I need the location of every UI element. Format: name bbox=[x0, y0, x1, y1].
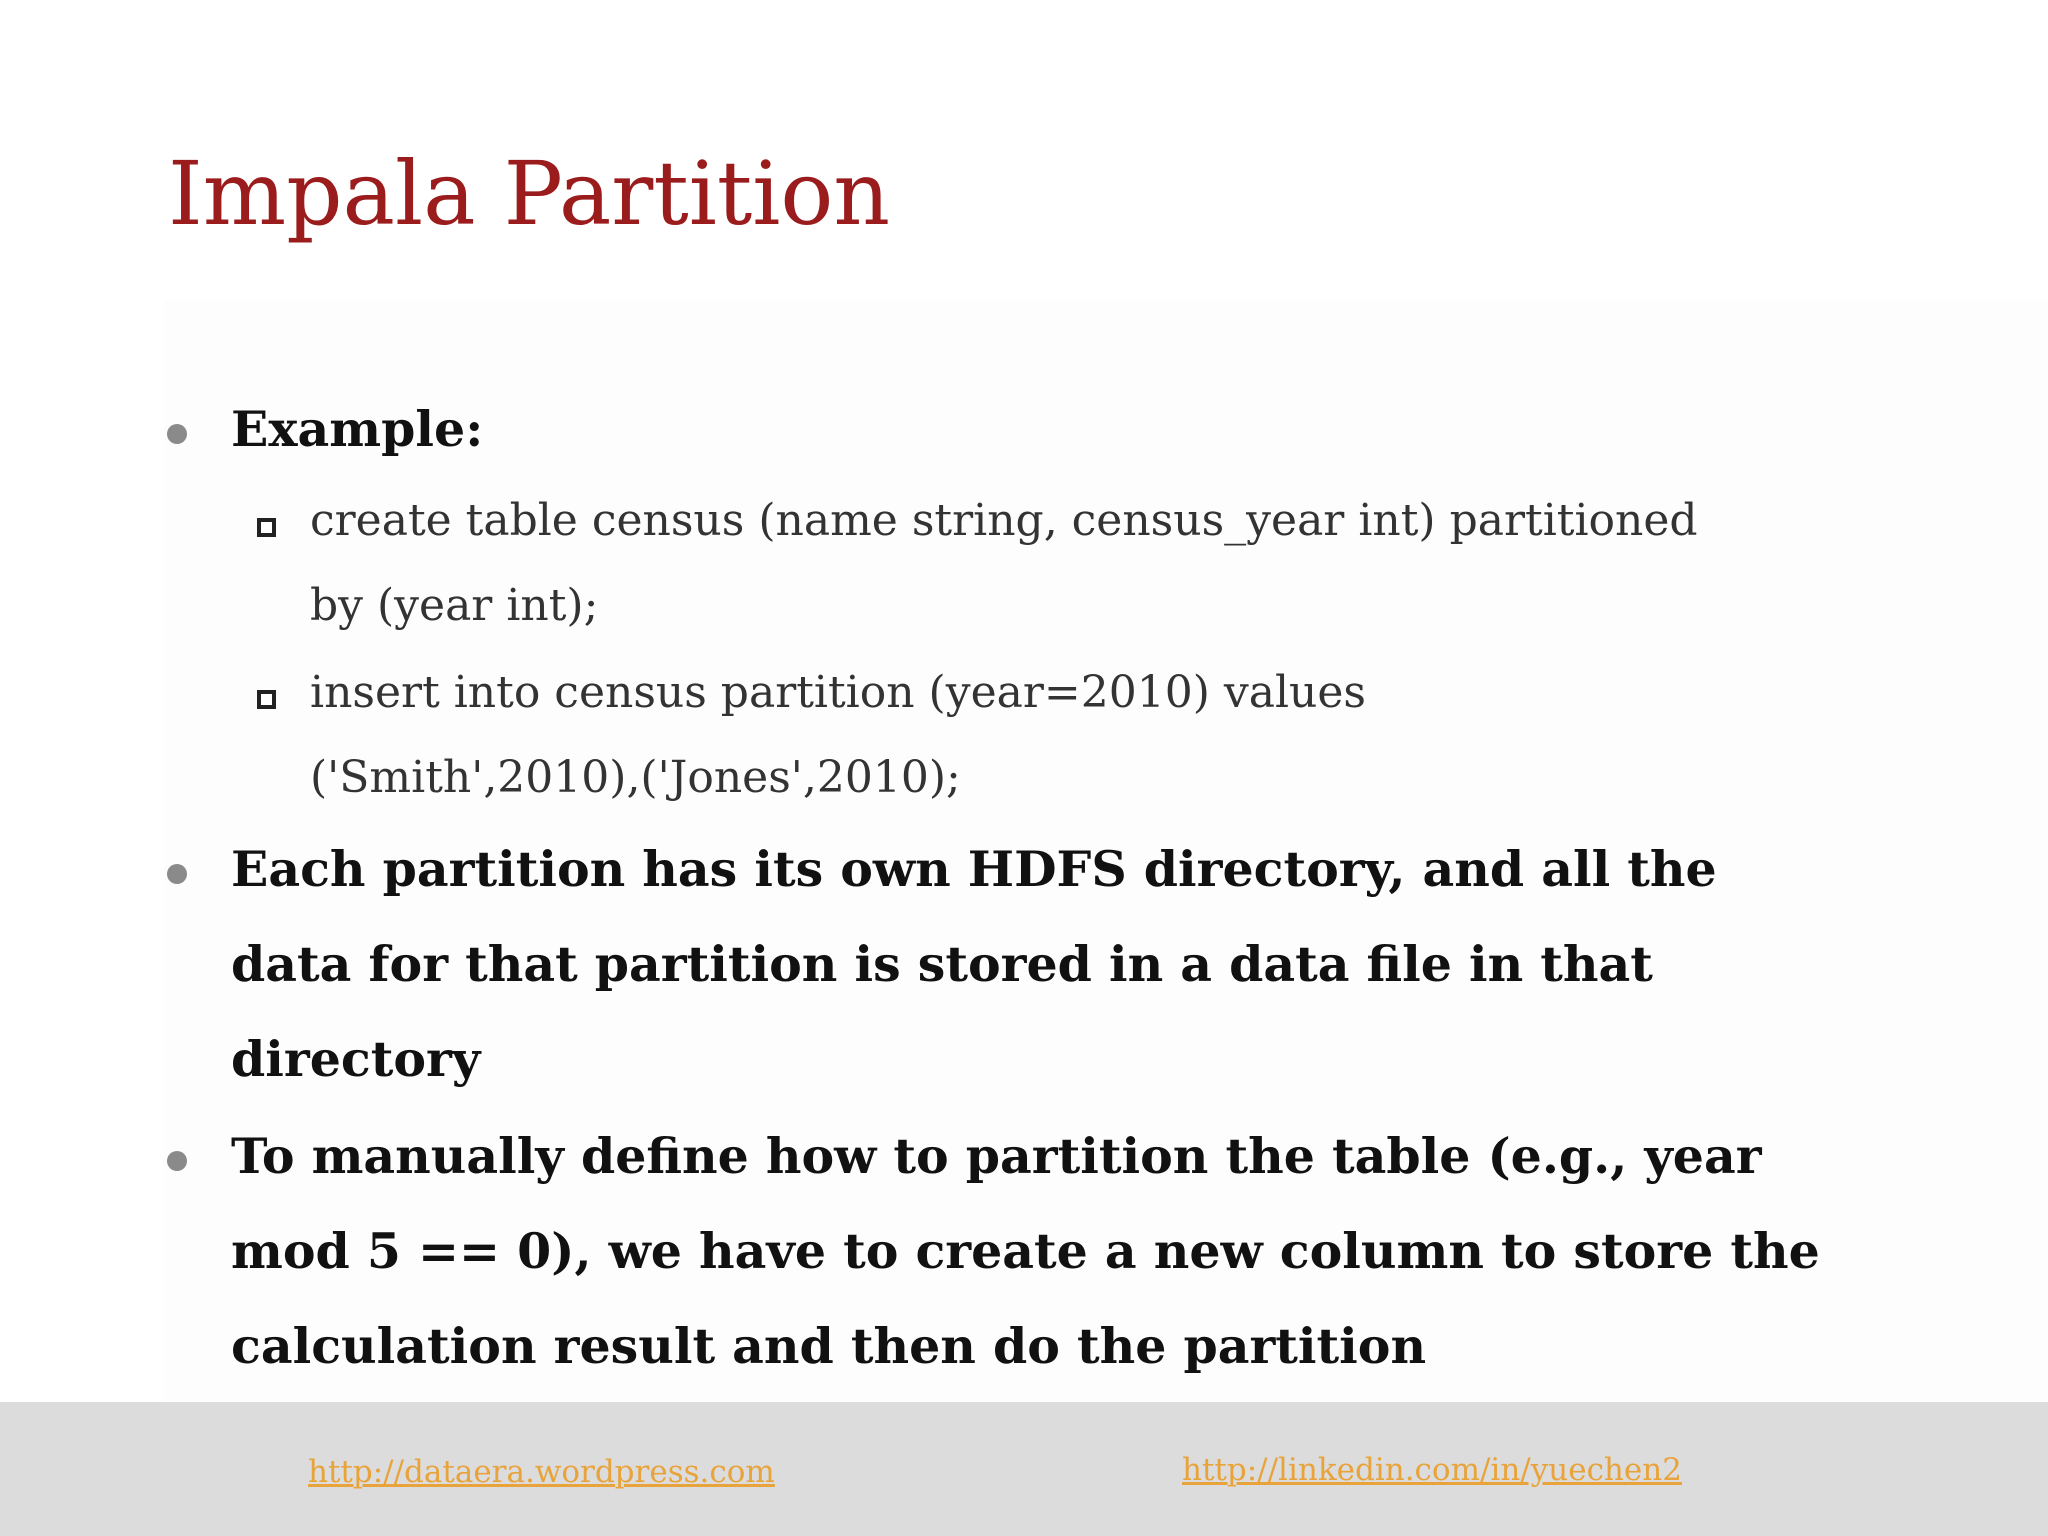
bullet-line: Each partition has its own HDFS directory, and all the bbox=[231, 840, 1717, 898]
bullet-line: mod 5 == 0), we have to create a new column to store the bbox=[231, 1222, 1820, 1280]
footer-link-blog[interactable]: http://dataera.wordpress.com bbox=[308, 1454, 775, 1490]
bullet-line: directory bbox=[231, 1030, 481, 1088]
subitem-line: create table census (name string, census_year int) partitioned bbox=[310, 495, 1698, 546]
subitem-create-table bbox=[310, 478, 1698, 648]
footer-link-linkedin[interactable]: http://linkedin.com/in/yuechen2 bbox=[1182, 1452, 1682, 1488]
slide-title: Impala Partition bbox=[168, 142, 891, 245]
subitem-line: insert into census partition (year=2010) values bbox=[310, 667, 1366, 718]
bullet-line: Example: bbox=[231, 400, 484, 458]
footer-bar bbox=[0, 1402, 2048, 1536]
bullet-example bbox=[231, 382, 483, 477]
subitem-line: ('Smith',2010),('Jones',2010); bbox=[310, 752, 961, 803]
square-bullet-icon bbox=[257, 518, 276, 537]
square-bullet-icon bbox=[257, 690, 276, 709]
bullet-manual-partition bbox=[231, 1109, 1820, 1394]
bullet-line: data for that partition is stored in a data file in that bbox=[231, 935, 1653, 993]
subitem-insert-into bbox=[310, 650, 1366, 820]
bullet-dot-icon bbox=[167, 1151, 187, 1171]
bullet-line: To manually define how to partition the table (e.g., year bbox=[231, 1127, 1762, 1185]
bullet-line: calculation result and then do the partition bbox=[231, 1317, 1427, 1375]
bullet-dot-icon bbox=[167, 864, 187, 884]
subitem-line: by (year int); bbox=[310, 580, 599, 631]
bullet-hdfs-directory bbox=[231, 822, 1717, 1107]
bullet-dot-icon bbox=[167, 424, 187, 444]
